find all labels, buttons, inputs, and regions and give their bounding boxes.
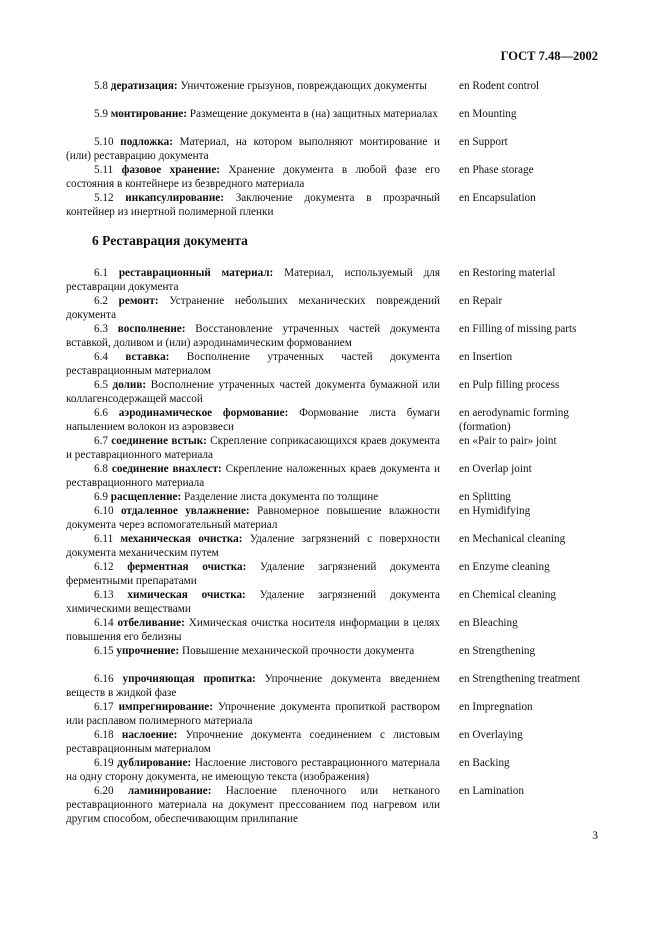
term-definition-text [66, 645, 440, 659]
term-entry [66, 323, 598, 351]
term-definition-text [66, 407, 440, 435]
term-definition-text [66, 491, 440, 505]
term-entry [66, 589, 598, 617]
term-definition-text [66, 80, 440, 94]
term-definition-text [66, 589, 440, 617]
term-name: упрочнение: [116, 645, 180, 657]
term-name: фазовое хранение: [121, 164, 221, 176]
term-number: 5.11 [94, 164, 114, 176]
term-definition: Восполнение утраченных частей документа бумажной или коллагенсодержащей массой [66, 379, 440, 405]
section-title: 6 Реставрация документа [92, 233, 248, 248]
english-equivalent: en Encapsulation [459, 192, 536, 204]
term-entry [66, 463, 598, 491]
english-equivalent: en Repair [459, 295, 503, 307]
term-definition: Материал, на котором выполняют монтирование и (или) реставрацию документа [66, 136, 440, 162]
term-definition: Удаление загрязнений документа химическими веществами [66, 589, 440, 615]
term-definition-text [66, 267, 440, 295]
english-equivalent: en Impregnation [459, 701, 533, 713]
term-definition-text [66, 379, 440, 407]
term-definition-text [66, 533, 440, 561]
term-name: упрочняющая пропитка: [122, 673, 256, 685]
term-name: импрегнирование: [118, 701, 213, 713]
english-equivalent: en Restoring material [459, 267, 556, 279]
term-definition-text [66, 108, 440, 122]
english-equivalent: en Filling of missing parts [459, 323, 577, 335]
term-number: 6.3 [94, 323, 108, 335]
term-definition: Упрочнение документа соединением с листовым реставрационным материалом [66, 729, 441, 755]
term-name: дератизация: [110, 80, 178, 92]
term-name: аэродинамическое формование: [118, 407, 289, 419]
term-entry [66, 673, 598, 701]
term-definition-text [66, 192, 440, 220]
term-name: инкапсулирование: [125, 192, 224, 204]
term-name: реставрационный материал: [118, 267, 274, 279]
term-definition: Упрочнение документа введением веществ в жидкой фазе [66, 673, 441, 699]
term-entry [66, 533, 598, 561]
term-definition-text [66, 561, 440, 589]
term-definition: Уничтожение грызунов, повреждающих документы [180, 80, 427, 92]
term-number: 6.8 [94, 463, 108, 475]
term-definition: Наслоение листового реставрационного материала на одну сторону документа, не имеющую текста (изображения) [66, 757, 441, 783]
term-entry [66, 757, 598, 785]
term-number: 5.10 [94, 136, 114, 148]
term-definition: Заключение документа в прозрачный контейнер из инертной полимерной пленки [66, 192, 441, 218]
english-equivalent: en Hymidifying [459, 505, 531, 517]
english-equivalent: en Insertion [459, 351, 513, 363]
term-definition: Разделение листа документа по толщине [184, 491, 379, 503]
term-number: 6.5 [94, 379, 108, 391]
term-name: подложка: [120, 136, 173, 148]
term-name: расщепление: [110, 491, 182, 503]
term-entry [66, 192, 598, 220]
term-name: ремонт: [118, 295, 159, 307]
document-code-header: ГОСТ 7.48—2002 [500, 49, 598, 63]
term-definition-text [66, 505, 440, 533]
english-equivalent: en Backing [459, 757, 510, 769]
term-number: 6.15 [94, 645, 114, 657]
term-name: ламинирование: [127, 785, 212, 797]
term-name: вставка: [125, 351, 170, 363]
term-entry [66, 435, 598, 463]
english-equivalent: en Chemical cleaning [459, 589, 556, 601]
english-equivalent: en Strengthening [459, 645, 536, 657]
term-entry [66, 701, 598, 729]
term-definition-text [66, 785, 440, 826]
term-name: соединение внахлест: [111, 463, 222, 475]
english-equivalent: en Enzyme cleaning [459, 561, 550, 573]
term-definition-text [66, 323, 440, 351]
english-equivalent: en Splitting [459, 491, 511, 503]
term-entry [66, 80, 598, 94]
term-entry [66, 379, 598, 407]
english-equivalent: en Support [459, 136, 508, 148]
term-definition: Наслоение пленочного или нетканого реставрационного материала на документ прессованием под нагревом или другим способом, обеспечивающим прилипание [66, 785, 441, 825]
english-equivalent: en Overlap joint [459, 463, 532, 475]
term-entry [66, 729, 598, 757]
term-definition: Равномерное повышение влажности документа через вспомогательный материал [66, 505, 440, 531]
term-definition: Восполнение утраченных частей документа реставрационным материалом [66, 351, 440, 377]
term-number: 6.1 [94, 267, 108, 279]
term-number: 6.14 [94, 617, 114, 629]
term-entry [66, 407, 598, 435]
term-definition-text [66, 435, 440, 463]
term-name: долив: [112, 379, 147, 391]
term-number: 6.16 [94, 673, 114, 685]
term-number: 6.18 [94, 729, 114, 741]
term-number: 6.13 [94, 589, 114, 601]
term-definition-text [66, 729, 440, 757]
term-definition-text [66, 295, 440, 323]
term-entry [66, 351, 598, 379]
term-definition: Повышение механической прочности документа [182, 645, 415, 657]
term-name: механическая очистка: [120, 533, 243, 545]
english-equivalent: en Bleaching [459, 617, 518, 629]
term-definition-text [66, 757, 440, 785]
term-entry [66, 505, 598, 533]
term-entry [66, 617, 598, 645]
term-entry [66, 785, 598, 826]
term-definition: Формование листа бумаги напылением волокон из аэровзвеси [66, 407, 441, 433]
term-definition-text [66, 351, 440, 379]
term-definition-text [66, 463, 440, 491]
term-definition-text [66, 617, 440, 645]
term-definition: Удаление загрязнений документа ферментными препаратами [66, 561, 441, 587]
term-definition-text [66, 701, 440, 729]
term-number: 6.4 [94, 351, 108, 363]
term-definition: Удаление загрязнений с поверхности документа механическим путем [66, 533, 441, 559]
term-name: ферментная очистка: [127, 561, 247, 573]
term-name: химическая очистка: [127, 589, 246, 601]
english-equivalent: en Rodent control [459, 80, 540, 92]
english-equivalent: en «Pair to pair» joint [459, 435, 557, 447]
term-definition: Восстановление утраченных частей документа вставкой, доливом и (или) аэродинамическим формованием [66, 323, 441, 349]
term-number: 6.11 [94, 533, 114, 545]
term-definition-text [66, 136, 440, 164]
term-entry [66, 136, 598, 164]
term-number: 6.20 [94, 785, 114, 797]
term-number: 6.9 [94, 491, 108, 503]
term-number: 6.10 [94, 505, 114, 517]
term-definition: Упрочнение документа пропиткой раствором или расплавом полимерного материала [66, 701, 441, 727]
term-name: отдаленное увлажнение: [120, 505, 250, 517]
term-entry [66, 108, 598, 122]
term-entry [66, 267, 598, 295]
term-definition: Хранение документа в любой фазе его состояния в контейнере из безвредного материала [66, 164, 441, 190]
term-number: 5.8 [94, 80, 108, 92]
term-definition: Скрепление соприкасающихся краев документа и реставрационного материала [66, 435, 441, 461]
english-equivalent: en Phase storage [459, 164, 534, 176]
term-definition: Устранение небольших механических повреждений документа [66, 295, 440, 321]
term-entry [66, 491, 598, 505]
term-name: восполнение: [117, 323, 186, 335]
term-number: 6.17 [94, 701, 114, 713]
term-name: отбеливание: [117, 617, 185, 629]
term-entry [66, 645, 598, 659]
term-entry [66, 164, 598, 192]
term-number: 6.7 [94, 435, 108, 447]
term-entry [66, 295, 598, 323]
term-name: дублирование: [117, 757, 192, 769]
term-number: 5.12 [94, 192, 114, 204]
english-equivalent: en Strengthening treatment [459, 673, 581, 685]
term-definition: Материал, используемый для реставрации документа [66, 267, 440, 293]
term-number: 5.9 [94, 108, 108, 120]
term-number: 6.2 [94, 295, 108, 307]
english-equivalent: en Pulp filling process [459, 379, 560, 391]
term-definition: Размещение документа в (на) защитных материалах [189, 108, 438, 120]
english-equivalent: en Mechanical cleaning [459, 533, 566, 545]
term-definition-text [66, 673, 440, 701]
term-number: 6.12 [94, 561, 114, 573]
term-name: соединение встык: [111, 435, 207, 447]
term-definition-text [66, 164, 440, 192]
english-equivalent: en Lamination [459, 785, 524, 797]
term-number: 6.6 [94, 407, 108, 419]
english-equivalent: en aerodynamic forming (formation) [459, 407, 569, 433]
english-equivalent: en Overlaying [459, 729, 523, 741]
term-name: монтирование: [110, 108, 187, 120]
term-definition: Химическая очистка носителя информации в целях повышения его белизны [66, 617, 440, 643]
term-definition: Скрепление наложенных краев документа и реставрационного материала [66, 463, 440, 489]
term-entry [66, 561, 598, 589]
term-name: наслоение: [121, 729, 178, 741]
english-equivalent: en Mounting [459, 108, 517, 120]
page-number: 3 [592, 830, 598, 842]
term-number: 6.19 [94, 757, 114, 769]
